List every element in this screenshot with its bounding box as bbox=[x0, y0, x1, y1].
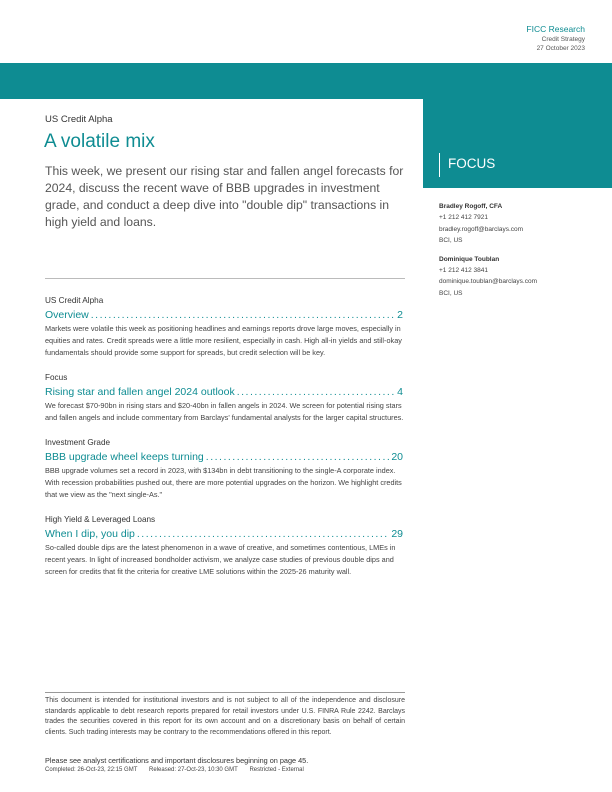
released-timestamp: Released: 27-Oct-23, 10:30 GMT bbox=[149, 767, 238, 773]
series-label: US Credit Alpha bbox=[45, 114, 113, 125]
toc-link-label[interactable]: Rising star and fallen angel 2024 outlook bbox=[45, 386, 235, 398]
section-heading: Investment Grade bbox=[45, 438, 111, 447]
analyst-name: Bradley Rogoff, CFA bbox=[439, 203, 503, 210]
analyst-phone: +1 212 412 3841 bbox=[439, 266, 488, 274]
disclosures-notice: Please see analyst certifications and important disclosures beginning on page 45. bbox=[45, 756, 309, 765]
section-heading: Focus bbox=[45, 373, 68, 382]
dot-leader bbox=[91, 307, 395, 323]
toc-section bbox=[45, 371, 405, 424]
analyst-list bbox=[439, 201, 599, 306]
dot-leader bbox=[237, 384, 395, 400]
toc-page-number[interactable]: 29 bbox=[391, 528, 403, 540]
divider bbox=[45, 278, 405, 279]
table-of-contents bbox=[45, 294, 405, 590]
analyst-entity: BCI, US bbox=[439, 289, 463, 297]
dot-leader bbox=[137, 526, 389, 542]
section-heading: US Credit Alpha bbox=[45, 296, 104, 305]
section-summary: We forecast $70-90bn in rising stars and $20-40bn in fallen angels in 2024. We screen for potential rising stars and fallen angels and include commentary from Barclays' fundamental analysts for the larger capital structures. bbox=[45, 401, 404, 422]
toc-section bbox=[45, 513, 405, 578]
toc-link-label[interactable]: When I dip, you dip bbox=[45, 528, 135, 540]
section-heading: High Yield & Leveraged Loans bbox=[45, 515, 156, 524]
toc-link-label[interactable]: BBB upgrade wheel keeps turning bbox=[45, 451, 204, 463]
toc-section bbox=[45, 436, 405, 501]
section-summary: So-called double dips are the latest phenomenon in a wave of creative, and sometimes contentious, LMEs in recent years. In light of increased bondholder activism, we analyze case studies of previous double dips and screen for credits that fit the criteria for creative LME solutions within the 2025-26 maturity wall. bbox=[45, 543, 396, 576]
toc-page-number[interactable]: 4 bbox=[397, 386, 403, 398]
analyst-entity: BCI, US bbox=[439, 237, 463, 244]
analyst-email[interactable]: dominique.toublan@barclays.com bbox=[439, 278, 538, 285]
toc-link-double-dip[interactable] bbox=[45, 526, 405, 542]
report-header bbox=[526, 24, 585, 53]
analyst-name: Dominique Toublan bbox=[439, 255, 500, 263]
team-label: Credit Strategy bbox=[541, 36, 585, 43]
completed-timestamp: Completed: 26-Oct-23, 22:15 GMT bbox=[45, 767, 138, 773]
analyst-phone: +1 212 412 7921 bbox=[439, 214, 488, 221]
department-label: FICC Research bbox=[526, 24, 585, 34]
classification-label: Restricted - External bbox=[249, 767, 304, 773]
report-date: 27 October 2023 bbox=[536, 45, 585, 52]
report-title: A volatile mix bbox=[44, 131, 155, 152]
section-summary: Markets were volatile this week as positioning headlines and earnings reports drove large moves, especially in equities and rates. Credit spreads were a little more resilient, especially in cash. High all-in yields and still-okay fundamentals should provide some support for spreads, but credit selection will be key. bbox=[45, 324, 402, 357]
focus-label: FOCUS bbox=[439, 153, 495, 177]
analyst-card bbox=[439, 201, 599, 247]
footer-divider bbox=[45, 692, 405, 693]
toc-link-overview[interactable] bbox=[45, 307, 405, 323]
toc-link-bbb-upgrade[interactable] bbox=[45, 449, 405, 465]
report-intro: This week, we present our rising star and fallen angel forecasts for 2024, discuss the recent wave of BBB upgrades in investment grade, and conduct a deep dive into "double dip" transactions in high yield and loans. bbox=[45, 164, 404, 229]
dot-leader bbox=[206, 449, 390, 465]
section-summary: BBB upgrade volumes set a record in 2023, with $134bn in debt transitioning to the single-A corporate index. With recession probabilities pushed out, there are more potential upgrades on the horizon. We highlight credits that we view as the "next single-As." bbox=[45, 466, 402, 499]
toc-link-label[interactable]: Overview bbox=[45, 309, 89, 321]
analyst-email[interactable]: bradley.rogoff@barclays.com bbox=[439, 225, 524, 233]
report-meta bbox=[45, 767, 314, 773]
analyst-card bbox=[439, 254, 599, 300]
disclaimer-text: This document is intended for institutional investors and is not subject to all of the independence and disclosure standards applicable to debt research reports prepared for retail investors under U.S. FINRA Rule 2242. Barclays trades the securities covered in this report for its own account and on a discretionary basis on behalf of certain clients. Such trading interests may be contrary to the recommendations offered in this report. bbox=[45, 697, 405, 736]
toc-page-number[interactable]: 20 bbox=[391, 451, 403, 463]
toc-section bbox=[45, 294, 405, 359]
toc-link-rising-star[interactable] bbox=[45, 384, 405, 400]
toc-page-number[interactable]: 2 bbox=[397, 309, 403, 321]
